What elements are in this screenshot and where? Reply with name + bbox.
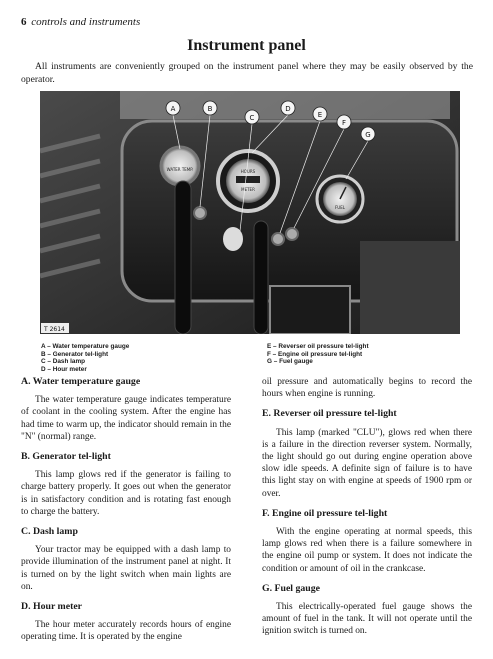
water-temp-gauge-label: WATER TEMP. bbox=[166, 167, 194, 172]
instrument-panel-illustration bbox=[40, 91, 460, 334]
callout-e: E bbox=[317, 111, 323, 119]
section-body-hour-meter: The hour meter accurately records hours of engine operating time. It is operated by the engine bbox=[21, 620, 231, 643]
photo-number: T 2614 bbox=[44, 326, 65, 333]
hour-meter-label-bottom: METER bbox=[241, 187, 255, 192]
callout-d: D bbox=[285, 105, 291, 113]
legend-item: D – Hour meter bbox=[41, 365, 87, 373]
section-name: controls and instruments bbox=[31, 16, 141, 28]
legend-item: C – Dash lamp bbox=[41, 358, 86, 366]
figure-legend-left bbox=[41, 343, 129, 373]
legend-item: F – Engine oil pressure tel-light bbox=[267, 350, 363, 358]
section-heading-fuel-gauge: G. Fuel gauge bbox=[262, 582, 320, 594]
callout-f: F bbox=[341, 119, 347, 127]
section-body-engine-oil: With the engine operating at normal speeds, this lamp glows red when there is a failure somewhere in the engine oil pump or system. It does not indicate the condition or amount of oil in the crankcase. bbox=[262, 527, 472, 574]
section-heading-engine-oil: F. Engine oil pressure tel-light bbox=[262, 507, 388, 519]
left-column bbox=[21, 376, 231, 652]
section-heading-hour-meter: D. Hour meter bbox=[21, 601, 83, 613]
callout-g: G bbox=[365, 131, 371, 139]
legend-item: A – Water temperature gauge bbox=[41, 343, 130, 350]
section-body-reverser: This lamp (marked "CLU"), glows red when there is a failure in the direction reverser system. Normally, the light should go out during engine operation above slow idle speeds. A definite sign of failure is to have this light stay on with engine at speeds of 1900 rpm or over. bbox=[262, 427, 472, 499]
legend-item: E – Reverser oil pressure tel-light bbox=[267, 343, 369, 350]
section-heading-dash-lamp: C. Dash lamp bbox=[21, 526, 78, 538]
figure-legend-right bbox=[267, 343, 369, 366]
callout-b: B bbox=[207, 105, 213, 113]
callout-c: C bbox=[249, 114, 255, 122]
section-heading-reverser: E. Reverser oil pressure tel-light bbox=[262, 408, 397, 420]
section-body-hour-meter-continued: oil pressure and automatically begins to record the hours when engine is running. bbox=[262, 377, 472, 400]
instrument-panel-photo bbox=[40, 91, 460, 334]
legend-item: G – Fuel gauge bbox=[267, 358, 313, 366]
right-column bbox=[262, 376, 472, 646]
callout-a: A bbox=[170, 105, 176, 113]
section-heading-generator: B. Generator tel-light bbox=[21, 451, 111, 463]
hour-meter-label-top: HOURS bbox=[240, 169, 256, 174]
section-body-dash-lamp: Your tractor may be equipped with a dash lamp to provide illumination of the instrument panel at night. It is turned on by the light switch when main lights are on. bbox=[21, 545, 231, 592]
fuel-gauge-label: FUEL bbox=[335, 205, 345, 210]
section-body-fuel-gauge: This electrically-operated fuel gauge shows the amount of fuel in the tank. It will not operate until the ignition switch is turned on. bbox=[262, 602, 472, 637]
page-number: 6 bbox=[21, 16, 27, 28]
page-title: Instrument panel bbox=[187, 37, 306, 54]
legend-item: B – Generator tel-light bbox=[41, 350, 109, 358]
section-body-generator: This lamp glows red if the generator is failing to charge battery properly. It goes out when the generator is in satisfactory condition and is rotating fast enough to charge the battery. bbox=[21, 470, 231, 517]
page-header bbox=[21, 16, 140, 28]
intro-paragraph: All instruments are conveniently grouped on the instrument panel where they may be easily observed by the operator. bbox=[21, 61, 473, 85]
section-body-water-temp: The water temperature gauge indicates temperature of coolant in the cooling system. After the engine has had time to warm up, the indicator should remain in the "N" (normal) range. bbox=[21, 395, 231, 442]
section-heading-water-temp: A. Water temperature gauge bbox=[21, 376, 141, 387]
